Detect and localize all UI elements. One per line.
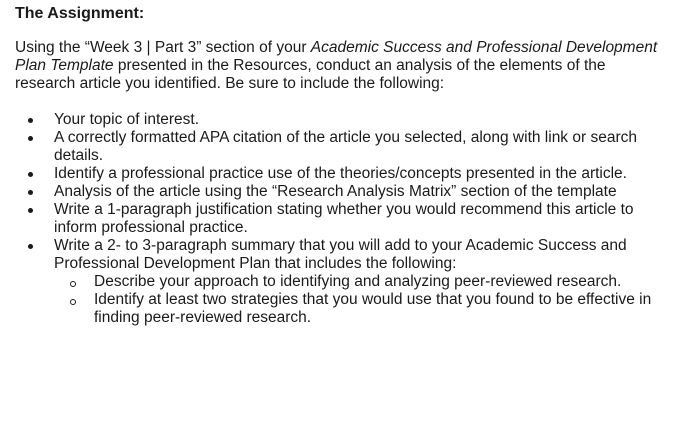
list-item-text: Identify a professional practice use of the theories/concepts presented in the article.	[54, 165, 627, 182]
list-item	[15, 237, 665, 327]
intro-text-part2: presented in the Resources, conduct an analysis of the elements of the research article you identified. Be sure to include the following:	[15, 57, 606, 92]
list-item-text: A correctly formatted APA citation of the article you selected, along with link or search details.	[54, 129, 637, 164]
list-item-text: Analysis of the article using the “Research Analysis Matrix” section of the template	[54, 183, 617, 200]
bullet-icon	[28, 208, 33, 213]
circle-bullet-icon	[70, 281, 76, 287]
list-item	[15, 111, 665, 129]
sub-list-item-text: Describe your approach to identifying and analyzing peer-reviewed research.	[94, 273, 622, 290]
list-item	[15, 165, 665, 183]
bullet-icon	[28, 190, 33, 195]
sub-list-item-text: Identify at least two strategies that you would use that you found to be effective in finding peer-reviewed research.	[94, 291, 652, 326]
assignment-heading: The Assignment:	[15, 5, 145, 22]
sub-list	[54, 273, 665, 327]
bullet-icon	[28, 118, 33, 123]
intro-paragraph	[15, 39, 665, 93]
document-body	[15, 4, 665, 327]
list-item-text: Write a 1-paragraph justification stating whether you would recommend this article to inform professional practice.	[54, 201, 634, 236]
sub-list-item	[54, 273, 665, 291]
sub-list-item	[54, 291, 665, 327]
template-title: Academic Success and Professional Development Plan Template	[15, 39, 658, 74]
bullet-icon	[28, 136, 33, 141]
circle-bullet-icon	[70, 299, 76, 305]
list-item	[15, 201, 665, 237]
bullet-icon	[28, 172, 33, 177]
list-item	[15, 183, 665, 201]
list-item-text: Your topic of interest.	[54, 111, 200, 128]
intro-text-part1: Using the “Week 3 | Part 3” section of your	[15, 39, 311, 56]
requirements-list	[15, 111, 665, 327]
bullet-icon	[28, 244, 33, 249]
list-item-text: Write a 2- to 3-paragraph summary that you will add to your Academic Success and Professional Development Plan that includes the following:	[54, 237, 627, 272]
list-item	[15, 129, 665, 165]
